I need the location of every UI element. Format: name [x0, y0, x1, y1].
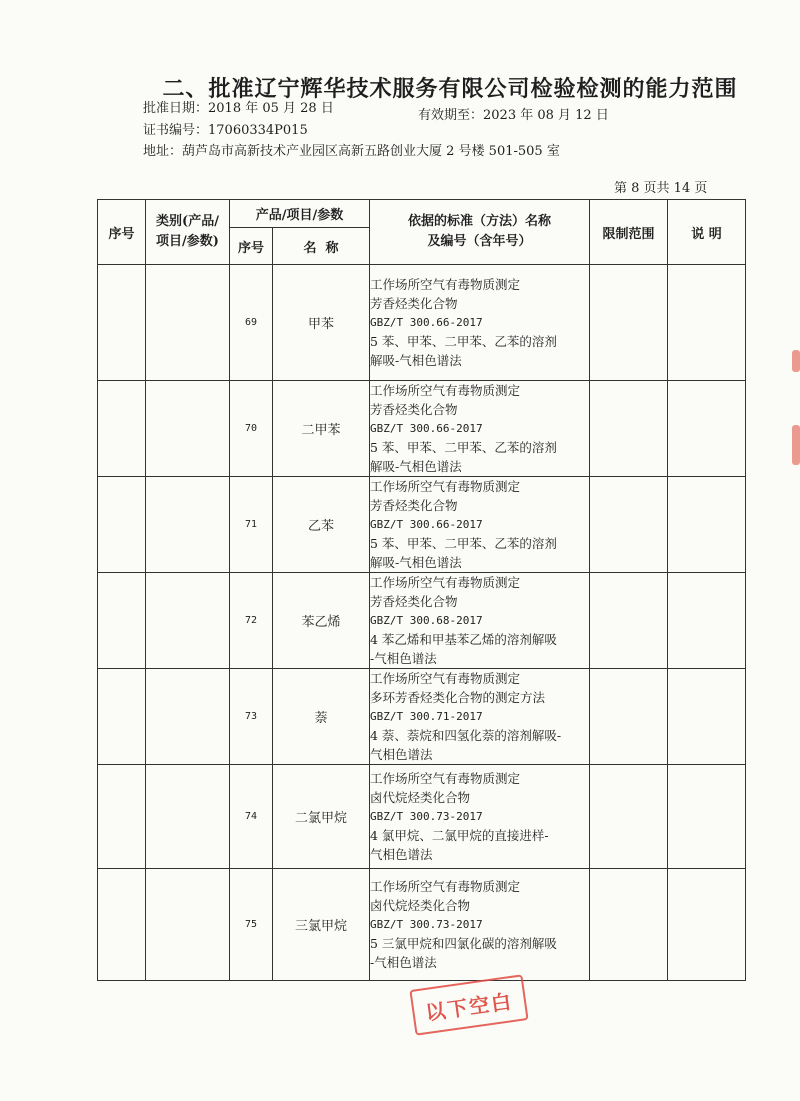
cell-seq [98, 477, 146, 573]
standard-line: 解吸-气相色谱法 [370, 555, 462, 570]
standard-line: -气相色谱法 [370, 955, 437, 970]
header-limit: 限制范围 [590, 200, 668, 265]
cell-seq [98, 381, 146, 477]
standard-line: 解吸-气相色谱法 [370, 353, 462, 368]
capability-table [97, 199, 746, 981]
cell-category [146, 869, 230, 981]
cell-item-name: 三氯甲烷 [273, 869, 370, 981]
standard-line: 气相色谱法 [370, 847, 433, 862]
cell-limit [590, 869, 668, 981]
standard-line: 工作场所空气有毒物质测定 [370, 575, 521, 590]
cell-category [146, 573, 230, 669]
edge-seal-mark [792, 350, 800, 372]
cell-limit [590, 265, 668, 381]
cell-note [668, 477, 746, 573]
standard-line: 芳香烃类化合物 [370, 498, 458, 513]
standard-line: GBZ/T 300.66-2017 [370, 518, 483, 531]
standard-line: 工作场所空气有毒物质测定 [370, 771, 521, 786]
standard-line: 5 苯、甲苯、二甲苯、乙苯的溶剂 [370, 334, 557, 349]
cell-item-name: 乙苯 [273, 477, 370, 573]
standard-line: 工作场所空气有毒物质测定 [370, 383, 521, 398]
cell-seq [98, 265, 146, 381]
cell-note [668, 573, 746, 669]
table-row [98, 573, 746, 669]
cell-seq [98, 869, 146, 981]
cell-note [668, 265, 746, 381]
standard-line: 卤代烷烃类化合物 [370, 790, 471, 805]
standard-line: GBZ/T 300.66-2017 [370, 316, 483, 329]
header-item-name: 名 称 [273, 228, 370, 265]
cell-seq [98, 765, 146, 869]
header-standard [370, 200, 590, 265]
standard-line: GBZ/T 300.68-2017 [370, 614, 483, 627]
cell-category [146, 477, 230, 573]
table-row [98, 381, 746, 477]
cell-note [668, 381, 746, 477]
standard-line: GBZ/T 300.66-2017 [370, 422, 483, 435]
page-number: 第 8 页共 14 页 [614, 181, 708, 196]
standard-line: 多环芳香烃类化合物的测定方法 [370, 690, 546, 705]
standard-line: 解吸-气相色谱法 [370, 459, 462, 474]
standard-line: GBZ/T 300.73-2017 [370, 810, 483, 823]
standard-line: 4 氯甲烷、二氯甲烷的直接进样- [370, 828, 549, 843]
cell-item-no: 72 [230, 573, 273, 669]
standard-line: 工作场所空气有毒物质测定 [370, 479, 521, 494]
standard-line: 工作场所空气有毒物质测定 [370, 277, 521, 292]
standard-line: 卤代烷烃类化合物 [370, 898, 471, 913]
cell-note [668, 765, 746, 869]
standard-line: -气相色谱法 [370, 651, 437, 666]
cell-item-no: 73 [230, 669, 273, 765]
table-row [98, 669, 746, 765]
cell-limit [590, 381, 668, 477]
cell-limit [590, 477, 668, 573]
cell-limit [590, 669, 668, 765]
standard-line: 4 苯乙烯和甲基苯乙烯的溶剂解吸 [370, 632, 557, 647]
standard-line: 芳香烃类化合物 [370, 402, 458, 417]
cell-item-name: 二甲苯 [273, 381, 370, 477]
cell-item-name: 二氯甲烷 [273, 765, 370, 869]
standard-line: 工作场所空气有毒物质测定 [370, 671, 521, 686]
header-product-group: 产品/项目/参数 [230, 200, 370, 228]
cell-limit [590, 765, 668, 869]
header-category-label: 类别(产品/项目/参数) [156, 214, 219, 249]
header-note: 说 明 [668, 200, 746, 265]
cell-seq [98, 669, 146, 765]
cell-item-no: 71 [230, 477, 273, 573]
cell-standard [370, 381, 590, 477]
table-row [98, 869, 746, 981]
cell-standard [370, 869, 590, 981]
standard-line: 5 三氯甲烷和四氯化碳的溶剂解吸 [370, 936, 557, 951]
cell-item-name: 萘 [273, 669, 370, 765]
cell-standard [370, 765, 590, 869]
edge-seal-mark [792, 425, 800, 465]
cell-item-name: 甲苯 [273, 265, 370, 381]
cell-standard [370, 573, 590, 669]
cell-category [146, 381, 230, 477]
header-seq: 序号 [98, 200, 146, 265]
cell-limit [590, 573, 668, 669]
standard-line: 5 苯、甲苯、二甲苯、乙苯的溶剂 [370, 536, 557, 551]
certificate-number: 证书编号：17060334P015 [143, 123, 308, 138]
standard-line: 4 萘、萘烷和四氢化萘的溶剂解吸- [370, 728, 562, 743]
table-row [98, 265, 746, 381]
standard-line: 气相色谱法 [370, 747, 433, 762]
header-standard-label: 依据的标准（方法）名称及编号（含年号） [407, 214, 551, 249]
blank-below-stamp: 以下空白 [409, 974, 528, 1035]
cell-category [146, 765, 230, 869]
cell-category [146, 669, 230, 765]
cell-item-name: 苯乙烯 [273, 573, 370, 669]
approval-date: 批准日期：2018 年 05 月 28 日 [143, 101, 334, 116]
cell-item-no: 75 [230, 869, 273, 981]
table-row [98, 765, 746, 869]
page-title: 二、批准辽宁辉华技术服务有限公司检验检测的能力范围 [162, 76, 738, 102]
header-item-no: 序号 [230, 228, 273, 265]
cell-item-no: 70 [230, 381, 273, 477]
cell-category [146, 265, 230, 381]
address: 地址：葫芦岛市高新技术产业园区高新五路创业大厦 2 号楼 501-505 室 [143, 144, 560, 159]
cell-item-no: 69 [230, 265, 273, 381]
cell-standard [370, 477, 590, 573]
cell-seq [98, 573, 146, 669]
standard-line: 芳香烃类化合物 [370, 296, 458, 311]
standard-line: 5 苯、甲苯、二甲苯、乙苯的溶剂 [370, 440, 557, 455]
cell-item-no: 74 [230, 765, 273, 869]
cell-note [668, 669, 746, 765]
cell-note [668, 869, 746, 981]
header-category [146, 200, 230, 265]
standard-line: 工作场所空气有毒物质测定 [370, 879, 521, 894]
standard-line: GBZ/T 300.73-2017 [370, 918, 483, 931]
cell-standard [370, 265, 590, 381]
standard-line: GBZ/T 300.71-2017 [370, 710, 483, 723]
valid-until: 有效期至：2023 年 08 月 12 日 [418, 108, 609, 123]
standard-line: 芳香烃类化合物 [370, 594, 458, 609]
table-row [98, 477, 746, 573]
cell-standard [370, 669, 590, 765]
